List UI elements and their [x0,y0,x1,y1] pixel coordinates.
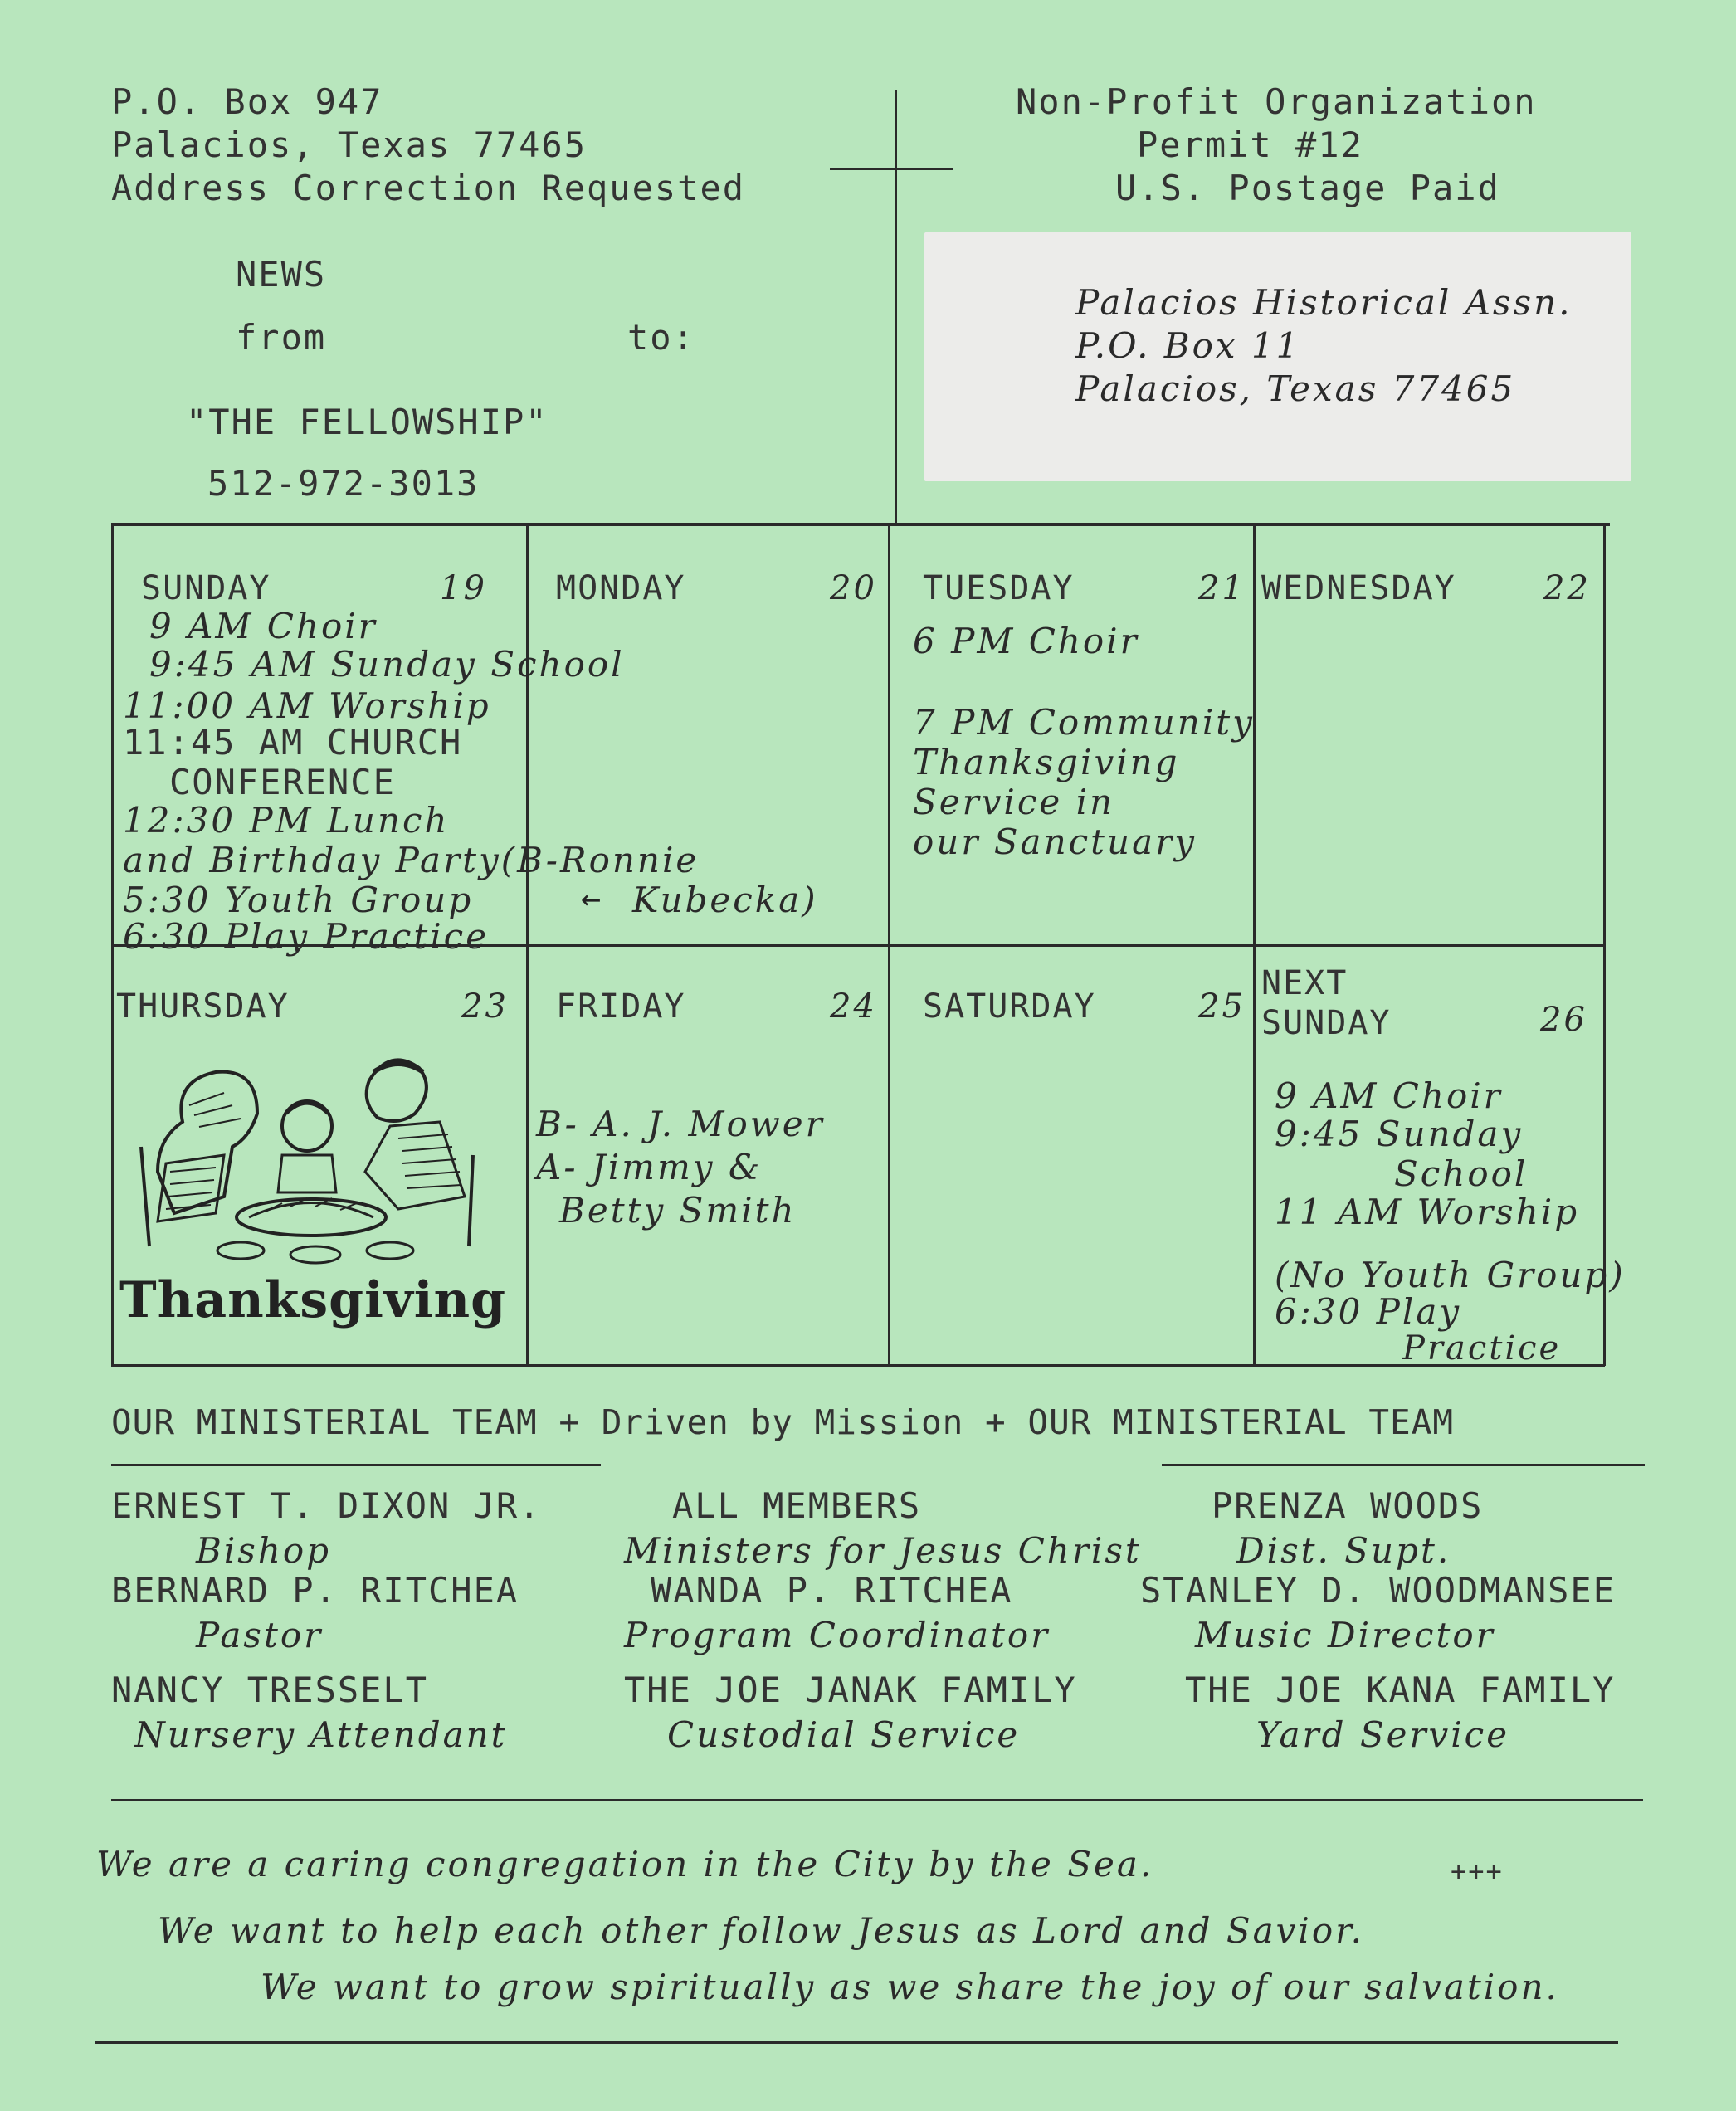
member-name: THE JOE KANA FAMILY [1185,1670,1616,1710]
day-name: FRIDAY [556,987,686,1026]
day-number: 22 [1543,569,1591,607]
grid-line [111,523,114,1366]
event-line: 6:30 Play Practice [123,916,490,957]
event-line: 9:45 Sunday [1275,1114,1524,1154]
day-name: TUESDAY [923,569,1075,607]
grid-line [1603,523,1606,1366]
member-role: Ministers for Jesus Christ [624,1530,1142,1571]
return-address-line: Palacios, Texas 77465 [111,124,588,165]
arrow-left-icon: ← [581,880,602,918]
event-line: 7 PM Community [913,702,1255,743]
grid-line [111,1364,1605,1367]
event-line: Betty Smith [559,1190,797,1231]
day-number: 20 [830,569,877,607]
event-line: 9:45 AM Sunday School [149,644,625,685]
grid-line [1253,523,1256,1366]
member-role: Nursery Attendant [134,1714,508,1755]
member-name: NANCY TRESSELT [111,1670,429,1710]
event-line: 6:30 Play [1275,1291,1462,1332]
grid-line [888,523,890,1366]
return-address-line: P.O. Box 947 [111,81,383,122]
day-name: SATURDAY [923,987,1096,1026]
mailing-label [924,232,1631,481]
phone-number: 512-972-3013 [207,463,480,504]
event-line: 11:45 AM CHURCH [123,722,463,763]
event-line: 5:30 Youth Group [123,880,474,920]
to-label: to: [627,317,695,358]
day-number: 26 [1540,1001,1587,1039]
member-name: THE JOE JANAK FAMILY [624,1670,1077,1710]
event-line: Service in [913,782,1115,822]
member-name: BERNARD P. RITCHEA [111,1570,519,1611]
event-line: 11:00 AM Worship [123,685,491,726]
event-line: Practice [1402,1329,1562,1368]
return-address-line: Address Correction Requested [111,168,746,208]
member-role: Custodial Service [667,1714,1021,1755]
member-role: Music Director [1195,1615,1495,1655]
day-name: WEDNESDAY [1261,569,1456,607]
event-line: B- A. J. Mower [536,1104,825,1144]
event-line: School [1394,1153,1529,1194]
mailing-label-line: Palacios Historical Assn. [1075,282,1573,323]
member-name: PRENZA WOODS [1212,1485,1484,1526]
member-name: ALL MEMBERS [672,1485,922,1526]
event-line: CONFERENCE [169,762,396,802]
day-number: 25 [1198,987,1246,1026]
team-heading-rule-left [111,1464,601,1466]
bottom-rule [95,2041,1618,2044]
day-number: 24 [830,987,877,1026]
day-name: SUNDAY [1261,1004,1392,1042]
member-role: Bishop [196,1530,332,1571]
section-divider [111,1799,1643,1801]
postage-line: Permit #12 [1137,124,1363,165]
mailing-label-line: P.O. Box 11 [1075,325,1301,366]
member-name: STANLEY D. WOODMANSEE [1140,1570,1617,1611]
mailing-label-line: Palacios, Texas 77465 [1075,368,1516,409]
header-cross-line [830,168,953,170]
fellowship-name: "THE FELLOWSHIP" [186,402,549,442]
header-vertical-divider [895,90,897,524]
from-label: from [236,317,327,358]
event-line: 6 PM Choir [913,621,1139,661]
member-role: Program Coordinator [624,1615,1051,1655]
team-heading-rule-right [1162,1464,1645,1466]
day-name: NEXT [1261,964,1348,1002]
member-role: Yard Service [1256,1714,1510,1755]
news-label: NEWS [236,254,327,295]
event-line: 11 AM Worship [1275,1192,1580,1232]
team-heading: OUR MINISTERIAL TEAM + Driven by Mission + OUR MINISTERIAL TEAM [111,1402,1455,1442]
day-name: THURSDAY [116,987,290,1026]
member-role: Dist. Supt. [1236,1530,1451,1571]
event-line: our Sanctuary [913,821,1197,862]
day-number: 19 [440,569,487,607]
event-line: Kubecka) [632,880,818,920]
postage-line: U.S. Postage Paid [1115,168,1500,208]
family-praying-illustration [124,1047,514,1280]
mission-line: We are a caring congregation in the City by the Sea. [96,1844,1154,1884]
thanksgiving-banner: Thanksgiving [119,1271,507,1329]
mission-marks: +++ [1451,1855,1504,1887]
event-line: A- Jimmy & [536,1147,763,1187]
postage-line: Non-Profit Organization [1016,81,1537,122]
day-number: 21 [1198,569,1246,607]
event-line: (No Youth Group) [1275,1255,1626,1295]
member-name: WANDA P. RITCHEA [651,1570,1013,1611]
event-line: 9 AM Choir [1275,1075,1503,1116]
mission-line: We want to help each other follow Jesus as Lord and Savior. [158,1910,1364,1951]
event-line: 12:30 PM Lunch [123,800,450,841]
grid-line [111,523,1610,526]
event-line: Thanksgiving [913,742,1180,782]
event-line: and Birthday Party(B-Ronnie [123,840,700,880]
day-name: MONDAY [556,569,686,607]
member-name: ERNEST T. DIXON JR. [111,1485,542,1526]
event-line: 9 AM Choir [149,606,378,646]
day-name: SUNDAY [141,569,271,607]
day-number: 23 [461,987,509,1026]
mission-line: We want to grow spiritually as we share the joy of our salvation. [261,1967,1559,2007]
member-role: Pastor [196,1615,324,1655]
